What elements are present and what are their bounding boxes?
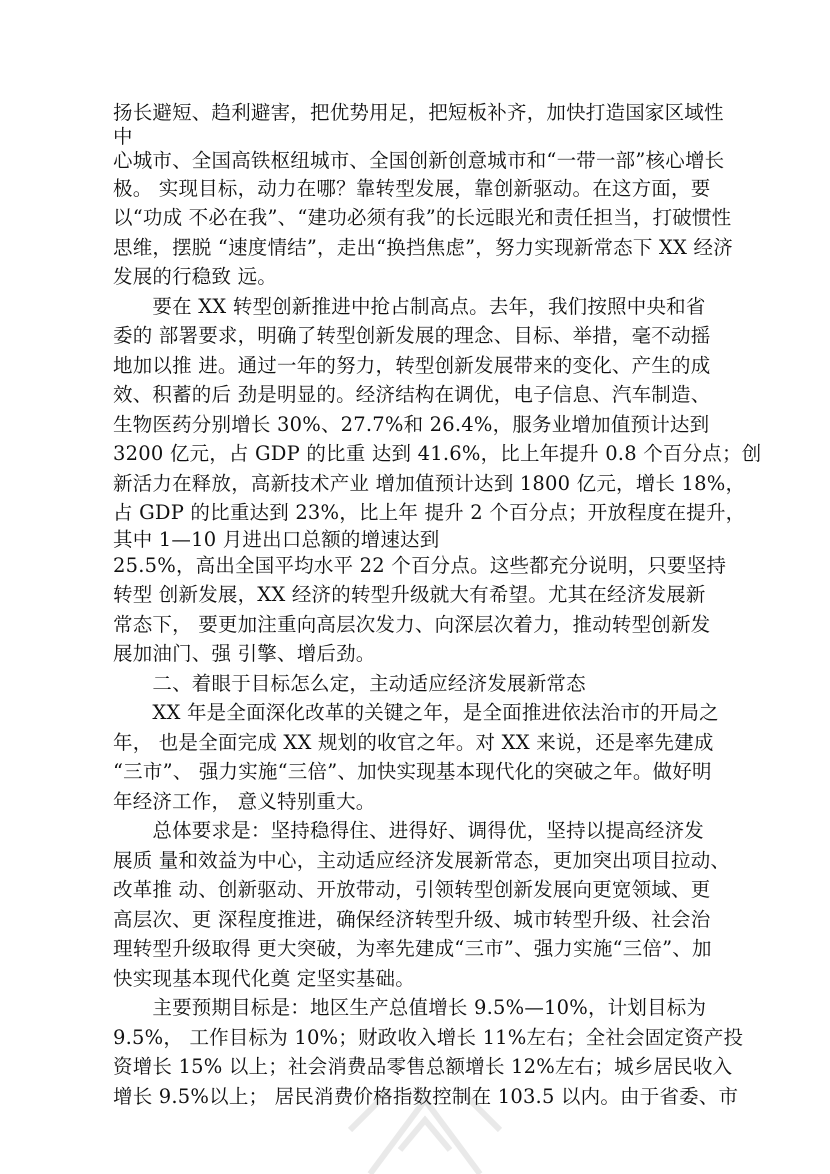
text-line: 25.5%，高出全国平均水平 22 个百分点。这些都充分说明，只要坚持 <box>113 554 727 577</box>
text-line: 委的 部署要求，明确了转型创新发展的理念、目标、举措，毫不动摇 <box>113 324 711 347</box>
text-line: 快实现基本现代化奠 定坚实基础。 <box>113 967 415 990</box>
text-line: 年， 也是全面完成 XX 规划的收官之年。对 XX 来说，还是率先建成 <box>113 731 714 754</box>
text-line: 转型 创新发展，XX 经济的转型升级就大有希望。尤其在经济发展新 <box>113 583 706 606</box>
text-line: 以“功成 不必在我”、“建功必须有我”的长远眼光和责任担当，打破惯性 <box>113 206 732 229</box>
text-line: XX 年是全面深化改革的关键之年，是全面推进依法治市的开局之 <box>113 701 719 724</box>
text-line: 占 GDP 的比重达到 23%，比上年 提升 2 个百分点；开放程度在提升， <box>113 501 746 524</box>
text-line: 中 <box>113 125 133 148</box>
text-line: 常态下， 要更加注重向高层次发力、向深层次着力，推动转型创新发 <box>113 613 711 636</box>
text-line: 主要预期目标是：地区生产总值增长 9.5%—10%，计划目标为 <box>113 996 707 1019</box>
text-line: 理转型升级取得 更大突破，为率先建成“三市”、强力实施“三倍”、加 <box>113 937 712 960</box>
text-line: 新活力在释放，高新技术产业 增加值预计达到 1800 亿元，增长 18%， <box>113 472 746 495</box>
text-line: 9.5%， 工作目标为 10%；财政收入增长 11%左右；全社会固定资产投 <box>113 1026 744 1049</box>
text-line: 思维，摆脱 “速度情结”，走出“换挡焦虑”，努力实现新常态下 XX 经济 <box>113 236 733 259</box>
watermark-logo-icon <box>330 1060 520 1174</box>
text-line: 要在 XX 转型创新推进中抢占制高点。去年，我们按照中央和省 <box>113 295 706 318</box>
text-line: 极。 实现目标，动力在哪？靠转型发展，靠创新驱动。在这方面，要 <box>113 177 711 200</box>
text-line: 增长 9.5%以上； 居民消费价格指数控制在 103.5 以内。由于省委、市 <box>113 1085 739 1108</box>
text-line: 总体要求是：坚持稳得住、进得好、调得优，坚持以提高经济发 <box>113 819 705 842</box>
text-line: 地加以推 进。通过一年的努力，转型创新发展带来的变化、产生的成 <box>113 354 711 377</box>
text-line: 扬长避短、趋利避害，把优势用足，把短板补齐，加快打造国家区域性 <box>113 101 724 124</box>
text-line: 展加油门、强 引擎、增后劲。 <box>113 642 376 665</box>
text-line: “三市”、 强力实施“三倍”、加快实现基本现代化的突破之年。做好明 <box>113 760 712 783</box>
text-line: 生物医药分别增长 30%、27.7%和 26.4%，服务业增加值预计达到 <box>113 413 710 436</box>
text-line: 心城市、全国高铁枢纽城市、全国创新创意城市和“一带一部”核心增长 <box>113 149 725 172</box>
text-line: 效、积蓄的后 劲是明显的。经济结构在调优，电子信息、汽车制造、 <box>113 383 711 406</box>
text-line: 发展的行稳致 远。 <box>113 265 277 288</box>
text-line: 高层次、更 深程度推进，确保经济转型升级、城市转型升级、社会治 <box>113 908 711 931</box>
text-line: 3200 亿元，占 GDP 的比重 达到 41.6%，比上年提升 0.8 个百分点；创 <box>113 442 762 465</box>
section-heading: 二、着眼于目标怎么定，主动适应经济发展新常态 <box>113 672 586 695</box>
text-line: 其中 1—10 月进出口总额的增速达到 <box>113 528 440 551</box>
text-line: 改革推 动、创新驱动、开放带动，引领转型创新发展向更宽领域、更 <box>113 878 711 901</box>
text-line: 展质 量和效益为中心，主动适应经济发展新常态，更加突出项目拉动、 <box>113 849 731 872</box>
text-line: 年经济工作， 意义特别重大。 <box>113 790 376 813</box>
text-line: 资增长 15% 以上；社会消费品零售总额增长 12%左右；城乡居民收入 <box>113 1055 733 1078</box>
